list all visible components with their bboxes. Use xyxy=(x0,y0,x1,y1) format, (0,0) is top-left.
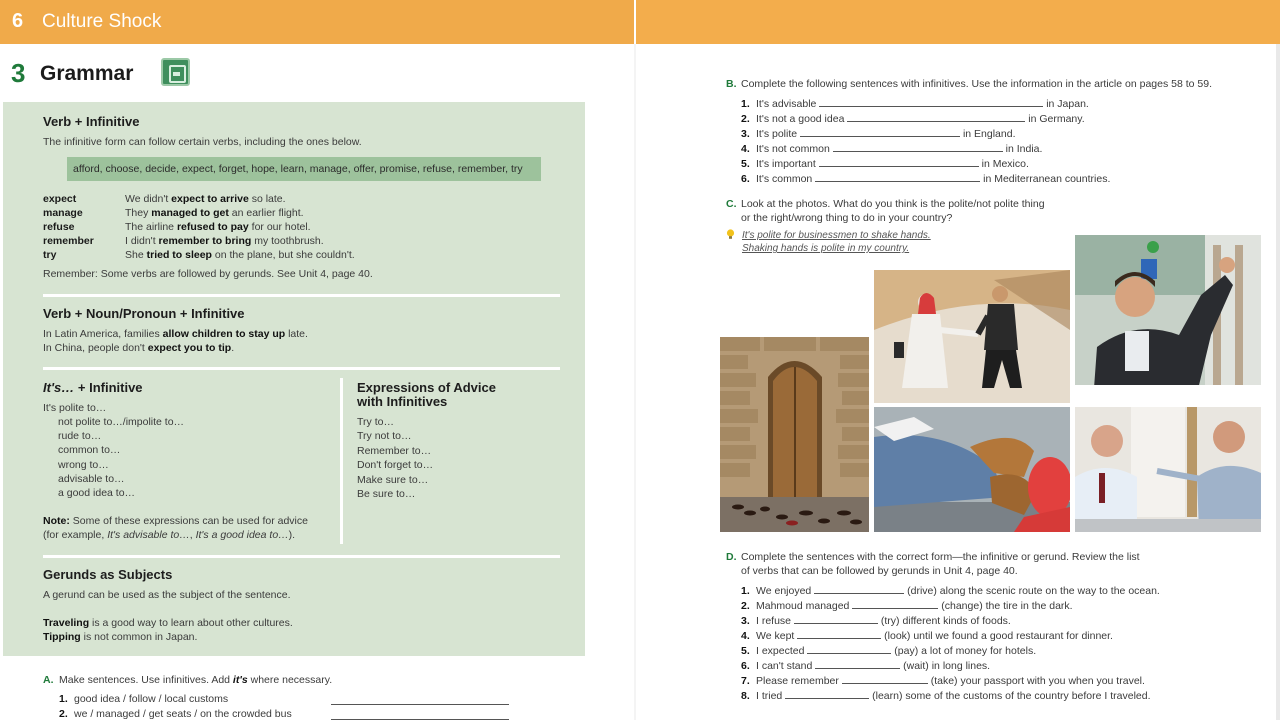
photo-man-pointing xyxy=(1075,235,1261,402)
answer-blank[interactable] xyxy=(797,630,881,639)
grammar-book-icon xyxy=(161,58,190,86)
advice-title-line-1: Expressions of Advice xyxy=(357,380,496,395)
example-verb: try xyxy=(43,249,57,261)
advice-expression-item: Be sure to… xyxy=(357,488,416,500)
exercise-c-instructions-line-2: or the right/wrong thing to do in your country? xyxy=(741,212,953,224)
exercise-d-item: 8. I tried (learn) some of the customs of the country before I traveled. xyxy=(741,690,1151,702)
its-expression-item: common to… xyxy=(58,444,121,457)
lightbulb-icon xyxy=(726,229,735,240)
gerund-example-1: Traveling is a good way to learn about other cultures. xyxy=(43,617,293,629)
its-note: Note: Some of these expressions can be used for advice xyxy=(43,515,308,527)
column-divider xyxy=(340,378,343,544)
exercise-d-item: 7. Please remember (take) your passport with you when you travel. xyxy=(741,675,1145,687)
answer-blank[interactable] xyxy=(814,585,904,594)
verb-infinitive-title: Verb + Infinitive xyxy=(43,114,140,129)
exercise-b-item: 4. It's not common in India. xyxy=(741,143,1043,155)
unit-number: 6 xyxy=(12,10,24,32)
exercise-b-item: 5. It's important in Mexico. xyxy=(741,158,1029,170)
example-verb: expect xyxy=(43,193,77,205)
answer-line[interactable] xyxy=(331,704,509,705)
page-edge-shadow xyxy=(1276,44,1280,720)
verb-infinitive-intro: The infinitive form can follow certain verbs, including the ones below. xyxy=(43,136,362,148)
its-expression-item: advisable to… xyxy=(58,472,125,485)
answer-blank[interactable] xyxy=(785,690,869,699)
verb-noun-infinitive-title: Verb + Noun/Pronoun + Infinitive xyxy=(43,306,245,321)
photo-handshake xyxy=(874,270,1070,403)
exercise-d-instructions-line-2: of verbs that can be followed by gerunds in Unit 4, page 40. xyxy=(741,565,1018,577)
section-title: Grammar xyxy=(40,62,134,85)
gerunds-intro: A gerund can be used as the subject of the sentence. xyxy=(43,589,291,601)
its-expression-item: rude to… xyxy=(58,430,102,443)
advice-expression-item: Try to… xyxy=(357,416,394,428)
its-expression-item: wrong to… xyxy=(58,458,109,471)
answer-blank[interactable] xyxy=(815,660,900,669)
photo-doorway-shoes xyxy=(720,337,869,532)
its-expression-item: a good idea to… xyxy=(58,487,136,499)
right-page-header-bar xyxy=(636,0,1280,44)
photo-feet-on-seat xyxy=(874,407,1070,532)
exercise-b-instructions: Complete the following sentences with infinitives. Use the information in the article on pages 58 to 59. xyxy=(741,78,1213,90)
answer-blank[interactable] xyxy=(815,173,980,182)
divider xyxy=(43,367,560,370)
exercise-c-hint-1: It's polite for businessmen to shake hands. xyxy=(742,230,931,241)
example-sentence: I didn't remember to bring my toothbrush. xyxy=(125,235,324,247)
exercise-d-item: 6. I can't stand (wait) in long lines. xyxy=(741,660,991,672)
its-note-line-2: (for example, It's advisable to…, It's a good idea to…). xyxy=(43,529,296,541)
example-verb: remember xyxy=(43,235,94,247)
exercise-c-hint-2: Shaking hands is polite in my country. xyxy=(742,243,910,254)
example-sentence: The airline refused to pay for our hotel. xyxy=(125,221,311,233)
page-gutter xyxy=(634,44,636,720)
exercise-d-item: 4. We kept (look) until we found a good restaurant for dinner. xyxy=(741,630,1113,642)
exercise-d-item: 3. I refuse (try) different kinds of foods. xyxy=(741,615,1011,627)
exercise-d-letter: D. xyxy=(726,551,737,563)
advice-expression-item: Remember to… xyxy=(357,444,432,457)
answer-blank[interactable] xyxy=(847,113,1025,122)
advice-expression-item: Make sure to… xyxy=(357,473,429,486)
exercise-c-instructions-line-1: Look at the photos. What do you think is the polite/not polite thing xyxy=(741,198,1045,210)
exercise-b-item: 2. It's not a good idea in Germany. xyxy=(741,113,1085,125)
photo-business-meeting xyxy=(1075,407,1261,532)
exercise-b-item: 1. It's advisable in Japan. xyxy=(741,98,1089,110)
example-verb: manage xyxy=(43,207,83,219)
divider xyxy=(43,555,560,558)
exercise-c-letter: C. xyxy=(726,198,737,210)
unit-title: Culture Shock xyxy=(42,11,162,32)
verb-noun-example-1: In Latin America, families allow children to stay up late. xyxy=(43,328,308,340)
exercise-a-letter: A. xyxy=(43,674,54,686)
verb-noun-example-2: In China, people don't expect you to tip. xyxy=(43,342,235,354)
exercise-d-item: 1. We enjoyed (drive) along the scenic route on the way to the ocean. xyxy=(741,585,1160,597)
exercise-b-item: 3. It's polite in England. xyxy=(741,128,1016,140)
answer-blank[interactable] xyxy=(819,98,1043,107)
answer-blank[interactable] xyxy=(833,143,1003,152)
advice-expression-item: Try not to… xyxy=(357,430,412,443)
exercise-d-item: 2. Mahmoud managed (change) the tire in the dark. xyxy=(741,600,1073,612)
remember-note: Remember: Some verbs are followed by gerunds. See Unit 4, page 40. xyxy=(43,268,373,280)
section-number: 3 xyxy=(11,58,26,88)
exercise-a-item: 2. we / managed / get seats / on the crowded bus xyxy=(59,708,292,720)
gerunds-title: Gerunds as Subjects xyxy=(43,567,173,582)
example-sentence: They managed to get an earlier flight. xyxy=(125,207,304,219)
answer-blank[interactable] xyxy=(807,645,891,654)
exercise-b-letter: B. xyxy=(726,78,737,90)
verb-list-band: afford, choose, decide, expect, forget, hope, learn, manage, offer, promise, refuse, remember, try xyxy=(67,157,541,181)
gerund-example-2: Tipping is not common in Japan. xyxy=(43,631,198,643)
example-verb: refuse xyxy=(43,221,75,233)
example-sentence: We didn't expect to arrive so late. xyxy=(125,193,286,205)
advice-expression-item: Don't forget to… xyxy=(357,459,434,472)
answer-blank[interactable] xyxy=(800,128,960,137)
exercise-d-instructions-line-1: Complete the sentences with the correct form—the infinitive or gerund. Review the list xyxy=(741,551,1140,563)
its-infinitive-title: It's… + Infinitive xyxy=(43,380,143,395)
exercise-a-item: 1. good idea / follow / local customs xyxy=(59,693,229,705)
answer-blank[interactable] xyxy=(819,158,979,167)
exercise-a-instructions: Make sentences. Use infinitives. Add it's where necessary. xyxy=(59,674,333,686)
exercise-d-item: 5. I expected (pay) a lot of money for hotels. xyxy=(741,645,1037,657)
divider xyxy=(43,294,560,297)
answer-blank[interactable] xyxy=(794,615,878,624)
exercise-b-item: 6. It's common in Mediterranean countries. xyxy=(741,173,1111,185)
its-expression-item: not polite to…/impolite to… xyxy=(58,416,185,428)
answer-blank[interactable] xyxy=(852,600,938,609)
advice-title-line-2: with Infinitives xyxy=(357,394,448,409)
its-first-line: It's polite to… xyxy=(43,402,107,414)
answer-blank[interactable] xyxy=(842,675,928,684)
example-sentence: She tried to sleep on the plane, but she couldn't. xyxy=(125,249,355,261)
unit-header-bar xyxy=(0,0,634,44)
